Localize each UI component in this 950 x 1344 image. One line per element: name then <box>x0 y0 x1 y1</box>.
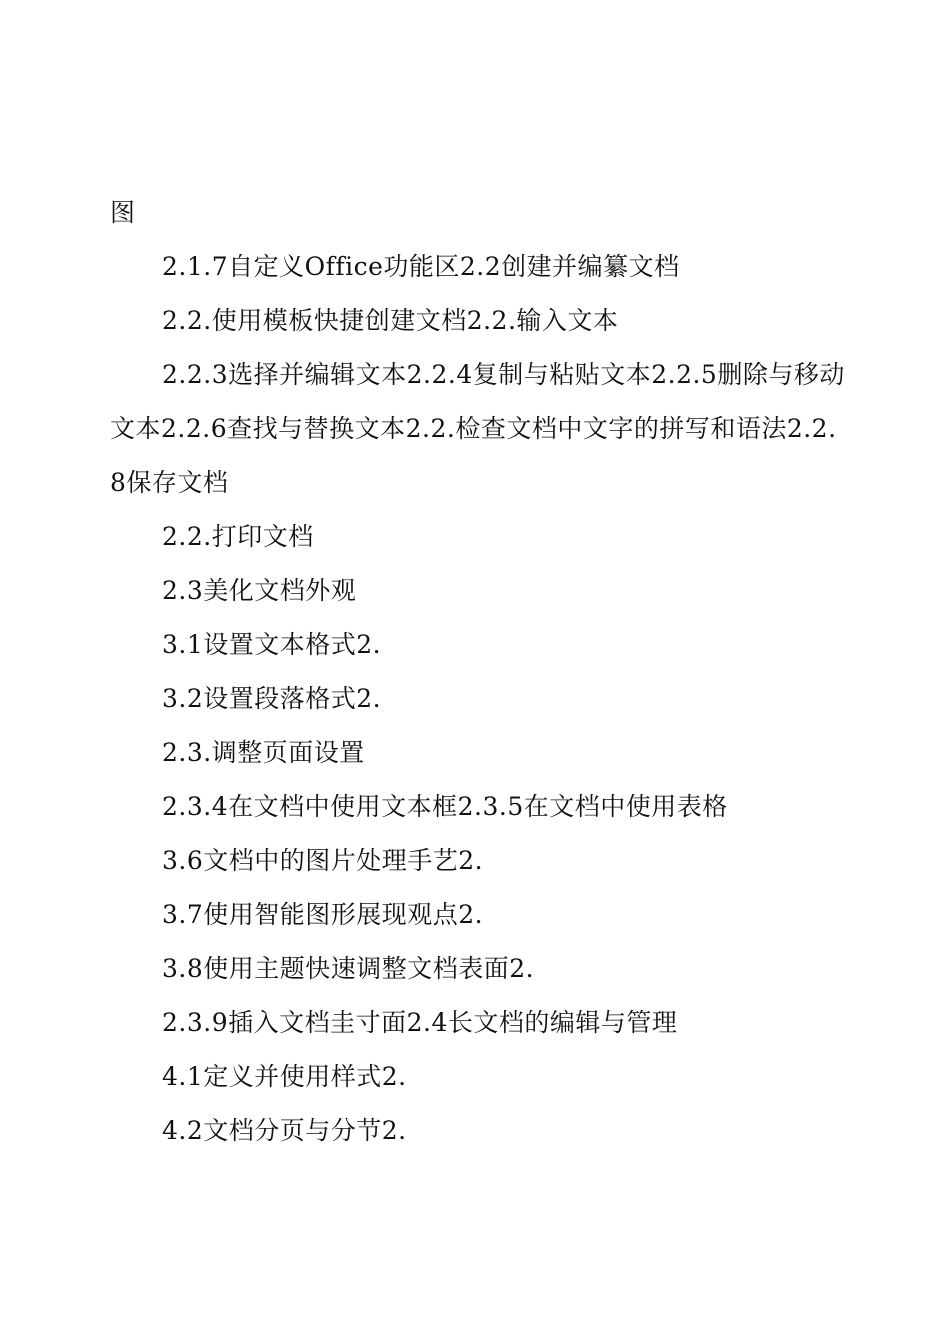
text-line: 3.2设置段落格式2. <box>162 684 382 713</box>
document-body <box>110 186 845 1158</box>
text-line: 4.1定义并使用样式2. <box>162 1062 407 1091</box>
text-line: 3.8使用主题快速调整文档表面2. <box>162 954 535 983</box>
text-line: 2.3.9插入文档圭寸面2.4长文档的编辑与管理 <box>162 1008 678 1037</box>
text-line: 2.2.打印文档 <box>162 522 314 551</box>
text-line: 2.2.使用模板快捷创建文档2.2.输入文本 <box>162 306 619 335</box>
text-line: 2.1.7自定义Office功能区2.2创建并编纂文档 <box>162 252 680 281</box>
text-paragraph: 2.2.3选择并编辑文本2.2.4复制与粘贴文本2.2.5删除与移动文本2.2.6查找与替换文本2.2.检查文档中文字的拼写和语法2.2.8保存文档 <box>110 360 845 497</box>
text-line: 3.6文档中的图片处理手艺2. <box>162 846 484 875</box>
text-line: 4.2文档分页与分节2. <box>162 1116 407 1145</box>
text-line: 2.3美化文档外观 <box>162 576 357 605</box>
text-line: 2.3.调整页面设置 <box>162 738 365 767</box>
text-line: 3.1设置文本格式2. <box>162 630 382 659</box>
text-line: 2.3.4在文档中使用文本框2.3.5在文档中使用表格 <box>162 792 728 821</box>
text-line: 3.7使用智能图形展现观点2. <box>162 900 484 929</box>
text-line: 图 <box>110 198 136 227</box>
